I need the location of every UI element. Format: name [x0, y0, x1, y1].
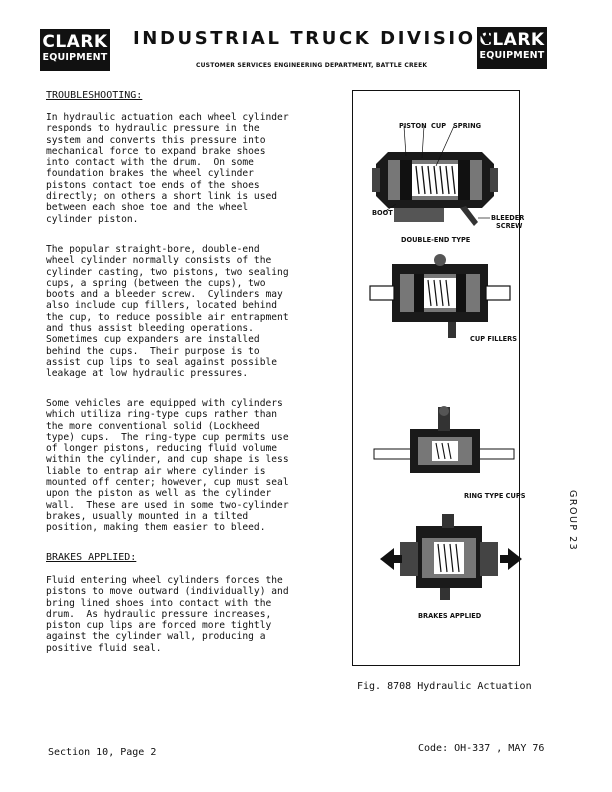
label-spring: SPRING: [453, 122, 482, 130]
footer-section: Section 10, Page 2: [48, 747, 157, 758]
paragraph-1: In hydraulic actuation each wheel cylinder responds to hydraulic pressure in the system and converts this pressure into mechanical force to expand brake shoes into contact with the drum. On some foundation brakes the wheel cylinder pistons contact toe ends of the shoes directly; on others a short link is used between each shoe toe and the wheel cylinder piston.: [46, 112, 289, 225]
clark-logo-left: CLARK EQUIPMENT: [40, 29, 110, 71]
caption-cup-fillers: CUP FILLERS: [470, 335, 518, 343]
brakes-applied-diagram: [376, 512, 526, 602]
label-cup: CUP: [431, 122, 447, 130]
label-piston: PISTON: [399, 122, 427, 130]
label-boot: BOOT: [372, 209, 393, 217]
paragraph-3: Some vehicles are equipped with cylinders which utiliza ring-type cups rather than the more conventional solid (Lockheed type) cups. The ring-type cup permits use of longer pistons, reducing fluid volume within the cylinder, and cup shape is less liable to entrap air where cylinder is mounted off center; however, cup must seal upon the piston as well as the cylinder wall. These are used in some two-cylinder brakes, usually mounted in a tilted position, making them easier to bleed.: [46, 398, 289, 534]
page-title: INDUSTRIAL TRUCK DIVISION: [133, 28, 494, 49]
label-screw: SCREW: [496, 222, 523, 230]
paragraph-4: Fluid entering wheel cylinders forces the pistons to move outward (individually) and bring lined shoes into contact with the drum. As hydraulic pressure increases, piston cup lips are forced more tightly against the cylinder wall, producing a positive fluid seal.: [46, 575, 289, 654]
page-subtitle: CUSTOMER SERVICES ENGINEERING DEPARTMENT, BATTLE CREEK: [196, 62, 428, 69]
ring-type-cups-diagram: [374, 405, 514, 485]
clark-logo-right: CLARK EQUIPMENT: [477, 27, 547, 69]
caption-brakes-applied: BRAKES APPLIED: [418, 612, 482, 620]
cup-fillers-diagram: [370, 252, 510, 342]
brakes-applied-heading: BRAKES APPLIED:: [46, 552, 137, 563]
paragraph-2: The popular straight-bore, double-end wheel cylinder normally consists of the cylinder casting, two pistons, two sealing cups, a spring (between the cups), two boots and a bleeder screw. Cylinders may also include cup fillers, located behind the cup, to reduce possible air entrapment and thus assist bleeding operations. Sometimes cup expanders are installed behind the cups. Their purpose is to assist cup lips to seal against possible leakage at low hydraulic pressures.: [46, 244, 289, 380]
group-side-tab: GROUP 23: [567, 490, 578, 552]
footer-code: Code: OH-337 , MAY 76: [418, 743, 545, 754]
caption-double-end: DOUBLE-END TYPE: [401, 236, 471, 244]
caption-ring-type-cups: RING TYPE CUPS: [464, 492, 526, 500]
troubleshooting-heading: TROUBLESHOOTING:: [46, 90, 143, 101]
label-bleeder: BLEEDER: [491, 214, 525, 222]
figure-caption: Fig. 8708 Hydraulic Actuation: [357, 681, 532, 692]
